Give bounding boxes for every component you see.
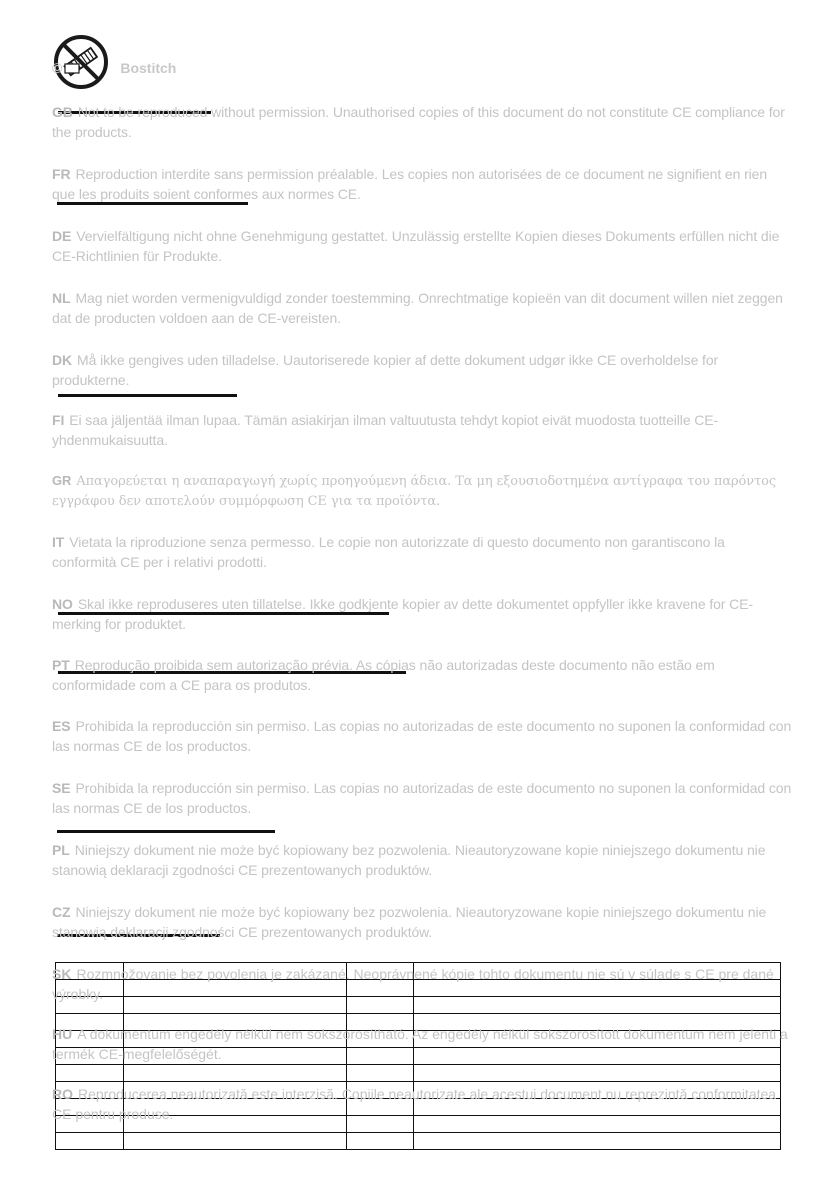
notice-it (52, 532, 792, 572)
lang-code: DE (52, 228, 72, 244)
lang-code: IT (52, 534, 65, 550)
lang-code: PL (52, 842, 70, 858)
table-row (56, 1065, 781, 1082)
table-row (56, 1133, 781, 1150)
lang-code: SE (52, 780, 71, 796)
lang-code: DK (52, 352, 73, 368)
notice-text: Reprodução proibida sem autorização prévia. As cópias não autorizadas deste documento não estão em conformidade com a CE para os produtos. (52, 657, 715, 693)
notice-se (52, 778, 792, 818)
notice-text: Prohibida la reproducción sin permiso. Las copias no autorizadas de este documento no suponen la conformidad con las normas CE de los productos. (52, 780, 792, 816)
notice-text: Prohibida la reproducción sin permiso. Las copias no autorizadas de este documento no suponen la conformidad con las normas CE de los productos. (52, 718, 792, 754)
copyright-header (52, 58, 176, 78)
notice-text: A dokumentum engedély nélkül nem sokszorosítható. Az engedély nélkül sokszorosított dokumentum nem jelenti a termék CE-megfelelőségét. (52, 1026, 788, 1062)
lang-code: FI (52, 412, 65, 428)
notice-no (52, 594, 792, 634)
notice-text: Niniejszy dokument nie może być kopiowany bez pozwolenia. Nieautoryzowane kopie niniejszego dokumentu nie stanowią deklaracji zgodności CE prezentowanych produktów. (52, 904, 767, 940)
notice-dk (52, 350, 792, 390)
notice-cz (52, 902, 792, 942)
notice-gr (52, 471, 792, 512)
notice-nl (52, 288, 792, 328)
notice-text: Rozmnožovanie bez povolenia je zakázané. Neoprávnené kópie tohto dokumentu nie sú v súlade s CE pre dané výrobky. (52, 966, 774, 1002)
notice-text: Not to be reproduced without permission. Unauthorised copies of this document do not constitute CE compliance for the products. (52, 104, 785, 140)
notice-text: Reproduction interdite sans permission préalable. Les copies non autorisées de ce document ne signifient en rien que les produits soient conformes aux normes CE. (52, 166, 768, 202)
notice-text: Mag niet worden vermenigvuldigd zonder toestemming. Onrechtmatige kopieën van dit document willen niet zeggen dat de producten voldoen aan de CE-vereisten. (52, 290, 783, 326)
underline-rule (58, 394, 237, 397)
notice-text: Απαγορεύεται η αναπαραγωγή χωρίς προηγούμενη άδεια. Τα μη εξουσιοδοτημένα αντίγραφα του παρόντος εγγράφου δεν αποτελούν συμμόρφωση CE για τα προϊόντα. (52, 474, 777, 509)
lang-code: NL (52, 290, 71, 306)
notice-text: Vervielfältigung nicht ohne Genehmigung gestattet. Unzulässig erstellte Kopien dieses Dokuments erfüllen nicht die CE-Richtlinien für Produkte. (52, 228, 780, 264)
lang-code: GR (52, 473, 72, 488)
notice-ro (52, 1084, 792, 1124)
notice-sk (52, 964, 792, 1004)
notice-text: Må ikke gengives uden tilladelse. Uautoriserede kopier af dette dokument udgør ikke CE overholdelse for produkterne. (52, 352, 719, 388)
notice-text: Niniejszy dokument nie może być kopiowany bez pozwolenia. Nieautoryzowane kopie niniejszego dokumentu nie stanowią deklaracji zgodności CE prezentowanych produktów. (52, 842, 766, 878)
notice-gb (52, 102, 792, 142)
notice-pl (52, 840, 792, 880)
notice-text: Vietata la riproduzione senza permesso. Le copie non autorizzate di questo documento non garantiscono la conformità CE per i relativi prodotti. (52, 534, 725, 570)
lang-code: CZ (52, 904, 71, 920)
copyright-symbol: © (52, 60, 63, 76)
notice-text: Ei saa jäljentää ilman lupaa. Tämän asiakirjan ilman valtuutusta tehdyt kopiot eivät muodosta tuotteille CE-yhdenmukaisuutta. (52, 412, 719, 448)
lang-code: HU (52, 1026, 73, 1042)
lang-code: PT (52, 657, 70, 673)
lang-code: RO (52, 1086, 73, 1102)
notice-text: Skal ikke reproduseres uten tillatelse. Ikke godkjente kopier av dette dokumentet oppfyller ikke kravene for CE-merking for produktet. (52, 596, 753, 632)
lang-code: ES (52, 718, 71, 734)
notice-fr (52, 164, 792, 204)
lang-code: NO (52, 596, 73, 612)
notice-de (52, 226, 792, 266)
lang-code: GB (52, 104, 73, 120)
notice-pt (52, 655, 792, 695)
underline-rule (57, 830, 275, 833)
lang-code: SK (52, 966, 72, 982)
brand-name: Bostitch (120, 60, 177, 76)
notice-fi (52, 410, 792, 450)
lang-code: FR (52, 166, 71, 182)
notice-text: Reproducerea neautorizată este interzisă. Copiile neautorizate ale acestui document nu reprezintă conformitatea CE pentru produse. (52, 1086, 777, 1122)
notice-hu (52, 1024, 792, 1064)
notice-es (52, 716, 792, 756)
